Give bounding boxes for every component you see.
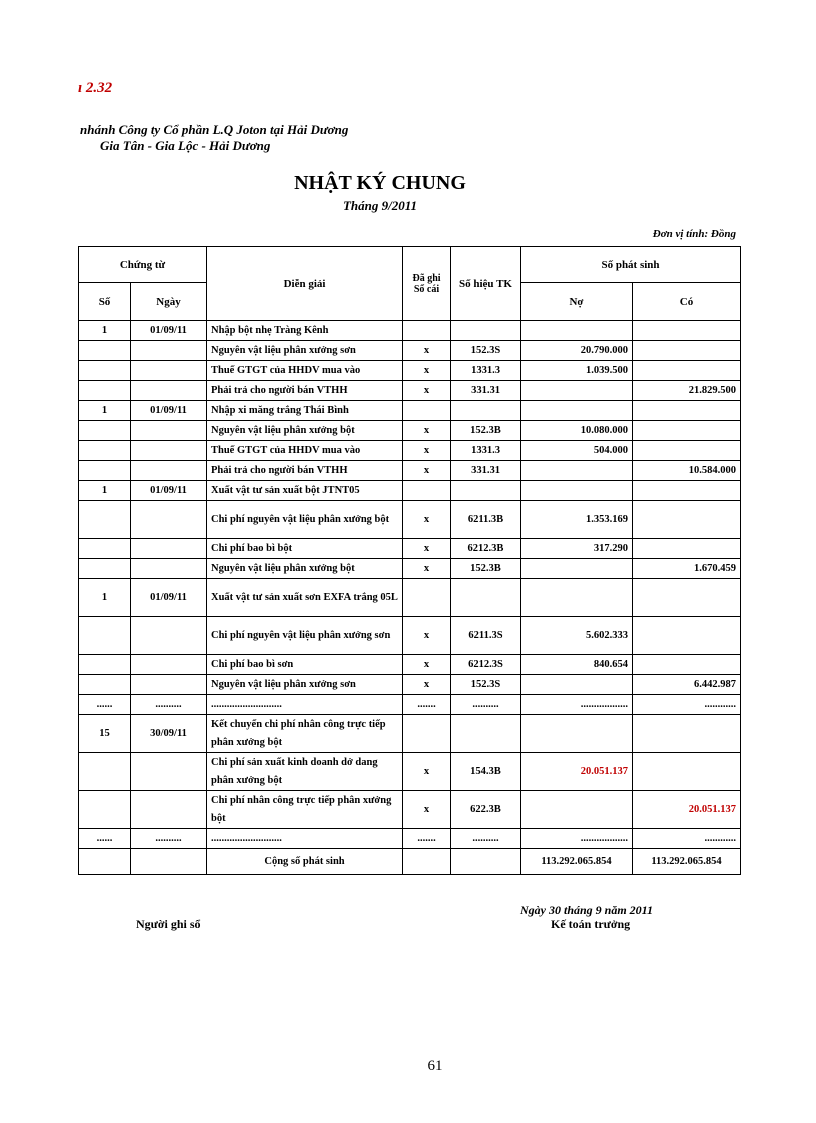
signature-bookkeeper: Người ghi sổ — [136, 917, 201, 931]
posted-mark: ....... — [403, 695, 451, 715]
voucher-date: .......... — [131, 695, 207, 715]
entry-description: Kết chuyển chi phí nhân công trực tiếp phân xưởng bột — [207, 715, 403, 753]
credit-amount — [633, 341, 741, 361]
credit-amount: ............ — [633, 695, 741, 715]
journal-row — [79, 559, 741, 579]
journal-row — [79, 539, 741, 559]
voucher-no: 1 — [79, 401, 131, 421]
entry-description: Chi phí nguyên vật liệu phân xưởng sơn — [207, 617, 403, 655]
voucher-no: 1 — [79, 579, 131, 617]
credit-amount — [633, 579, 741, 617]
figure-label: ı 2.32 — [78, 80, 113, 96]
posted-mark: ....... — [403, 829, 451, 849]
journal-row — [79, 753, 741, 791]
account-code — [451, 579, 521, 617]
debit-amount — [521, 675, 633, 695]
header-date: Ngày — [131, 283, 207, 321]
debit-amount: 1.353.169 — [521, 501, 633, 539]
credit-amount — [633, 617, 741, 655]
entry-description: Nhập xi măng trắng Thái Bình — [207, 401, 403, 421]
total-credit: 113.292.065.854 — [633, 849, 741, 875]
posted-mark: x — [403, 421, 451, 441]
voucher-no — [79, 675, 131, 695]
voucher-date — [131, 539, 207, 559]
credit-amount — [633, 539, 741, 559]
entry-description: Xuất vật tư sản xuất bột JTNT05 — [207, 481, 403, 501]
account-code: 331.31 — [451, 381, 521, 401]
journal-row — [79, 715, 741, 753]
voucher-no — [79, 655, 131, 675]
account-code: 1331.3 — [451, 441, 521, 461]
account-code: 152.3S — [451, 341, 521, 361]
journal-row — [79, 421, 741, 441]
company-address: Gia Tân - Gia Lộc - Hải Dương — [100, 138, 271, 153]
credit-amount — [633, 441, 741, 461]
entry-description: Nguyên vật liệu phân xưởng bột — [207, 559, 403, 579]
header-voucher: Chứng từ — [79, 247, 207, 283]
posted-mark: x — [403, 753, 451, 791]
posted-mark: x — [403, 791, 451, 829]
page-number: 61 — [427, 1058, 443, 1074]
voucher-no — [79, 559, 131, 579]
posted-mark: x — [403, 361, 451, 381]
account-code — [451, 401, 521, 421]
debit-amount — [521, 579, 633, 617]
posted-mark: x — [403, 617, 451, 655]
debit-amount — [521, 791, 633, 829]
credit-amount — [633, 361, 741, 381]
debit-amount: 840.654 — [521, 655, 633, 675]
debit-amount: 5.602.333 — [521, 617, 633, 655]
entry-description: Thuế GTGT của HHDV mua vào — [207, 361, 403, 381]
voucher-no — [79, 441, 131, 461]
document-period: Tháng 9/2011 — [342, 198, 418, 213]
posted-mark — [403, 401, 451, 421]
credit-amount: 10.584.000 — [633, 461, 741, 481]
voucher-date — [131, 675, 207, 695]
voucher-no: 1 — [79, 321, 131, 341]
voucher-no — [79, 753, 131, 791]
voucher-date — [131, 381, 207, 401]
voucher-no — [79, 617, 131, 655]
credit-amount — [633, 421, 741, 441]
credit-amount — [633, 401, 741, 421]
header-account: Số hiệu TK — [451, 247, 521, 321]
voucher-date — [131, 617, 207, 655]
header-no: Số — [79, 283, 131, 321]
account-code: 6211.3S — [451, 617, 521, 655]
posted-mark: x — [403, 559, 451, 579]
entry-description: Chi phí nhân công trực tiếp phân xưởng bột — [207, 791, 403, 829]
entry-description: Chi phí sản xuất kinh doanh dở dang phân xưởng bột — [207, 753, 403, 791]
posted-mark: x — [403, 675, 451, 695]
credit-amount: 21.829.500 — [633, 381, 741, 401]
voucher-date: 01/09/11 — [131, 579, 207, 617]
posted-mark — [403, 579, 451, 617]
voucher-date — [131, 361, 207, 381]
entry-description: Nguyên vật liệu phân xưởng bột — [207, 421, 403, 441]
entry-description: Thuế GTGT của HHDV mua vào — [207, 441, 403, 461]
account-code: 152.3B — [451, 421, 521, 441]
voucher-no: ...... — [79, 829, 131, 849]
posted-mark: x — [403, 501, 451, 539]
entry-description: Phải trả cho người bán VTHH — [207, 381, 403, 401]
journal-table — [78, 246, 741, 875]
voucher-no — [79, 461, 131, 481]
journal-row — [79, 617, 741, 655]
debit-amount — [521, 481, 633, 501]
header-amounts: Số phát sinh — [521, 247, 741, 283]
voucher-date — [131, 501, 207, 539]
debit-amount — [521, 321, 633, 341]
journal-row — [79, 481, 741, 501]
account-code: 6211.3B — [451, 501, 521, 539]
journal-row — [79, 655, 741, 675]
voucher-no — [79, 341, 131, 361]
voucher-date — [131, 753, 207, 791]
ellipsis-row — [79, 695, 741, 715]
entry-description: ........................... — [207, 829, 403, 849]
voucher-date — [131, 559, 207, 579]
header-posted: Đã ghi Sổ cái — [403, 247, 451, 321]
account-code: .......... — [451, 829, 521, 849]
voucher-no: 15 — [79, 715, 131, 753]
debit-amount: 1.039.500 — [521, 361, 633, 381]
signature-date: Ngày 30 tháng 9 năm 2011 — [520, 903, 654, 917]
entry-description: Phải trả cho người bán VTHH — [207, 461, 403, 481]
voucher-date: 01/09/11 — [131, 321, 207, 341]
journal-row — [79, 321, 741, 341]
voucher-date — [131, 341, 207, 361]
journal-row — [79, 579, 741, 617]
posted-mark: x — [403, 381, 451, 401]
header-description: Diễn giải — [207, 247, 403, 321]
currency-unit: Đơn vị tính: Đồng — [652, 228, 736, 240]
voucher-no: ...... — [79, 695, 131, 715]
posted-mark — [403, 481, 451, 501]
entry-description: Nguyên vật liệu phân xưởng sơn — [207, 675, 403, 695]
account-code: 331.31 — [451, 461, 521, 481]
debit-amount — [521, 559, 633, 579]
journal-body — [79, 321, 741, 849]
journal-row — [79, 501, 741, 539]
entry-description: ........................... — [207, 695, 403, 715]
voucher-date — [131, 461, 207, 481]
voucher-date — [131, 421, 207, 441]
voucher-date — [131, 791, 207, 829]
journal-row — [79, 675, 741, 695]
journal-row — [79, 381, 741, 401]
credit-amount — [633, 753, 741, 791]
account-code: 6212.3S — [451, 655, 521, 675]
voucher-no — [79, 539, 131, 559]
entry-description: Nhập bột nhẹ Tràng Kênh — [207, 321, 403, 341]
total-debit: 113.292.065.854 — [521, 849, 633, 875]
credit-amount — [633, 501, 741, 539]
voucher-no — [79, 501, 131, 539]
posted-mark — [403, 321, 451, 341]
voucher-date — [131, 655, 207, 675]
credit-amount: 20.051.137 — [633, 791, 741, 829]
account-code — [451, 481, 521, 501]
voucher-no: 1 — [79, 481, 131, 501]
debit-amount — [521, 401, 633, 421]
posted-mark: x — [403, 461, 451, 481]
account-code: 622.3B — [451, 791, 521, 829]
journal-row — [79, 361, 741, 381]
voucher-date: 30/09/11 — [131, 715, 207, 753]
debit-amount — [521, 461, 633, 481]
company-name: nhánh Công ty Cổ phần L.Q Joton tại Hải Dương — [80, 122, 349, 137]
voucher-no — [79, 791, 131, 829]
voucher-date — [131, 441, 207, 461]
voucher-date: .......... — [131, 829, 207, 849]
ellipsis-row — [79, 829, 741, 849]
total-label: Cộng số phát sinh — [207, 849, 403, 875]
credit-amount — [633, 481, 741, 501]
credit-amount — [633, 715, 741, 753]
posted-mark — [403, 715, 451, 753]
credit-amount: 1.670.459 — [633, 559, 741, 579]
account-code: 154.3B — [451, 753, 521, 791]
document-title: NHẬT KÝ CHUNG — [294, 172, 466, 194]
journal-row — [79, 341, 741, 361]
entry-description: Chi phí nguyên vật liệu phân xưởng bột — [207, 501, 403, 539]
account-code: 152.3B — [451, 559, 521, 579]
credit-amount: ............ — [633, 829, 741, 849]
debit-amount — [521, 715, 633, 753]
journal-row — [79, 461, 741, 481]
voucher-no — [79, 421, 131, 441]
account-code — [451, 715, 521, 753]
entry-description: Xuất vật tư sản xuất sơn EXFA trắng 05L — [207, 579, 403, 617]
journal-row — [79, 401, 741, 421]
debit-amount — [521, 381, 633, 401]
entry-description: Chi phí bao bì sơn — [207, 655, 403, 675]
credit-amount: 6.442.987 — [633, 675, 741, 695]
debit-amount: 504.000 — [521, 441, 633, 461]
account-code: 152.3S — [451, 675, 521, 695]
header-credit: Có — [633, 283, 741, 321]
debit-amount: 10.080.000 — [521, 421, 633, 441]
account-code: .......... — [451, 695, 521, 715]
signature-chief-accountant: Kế toán trưởng — [551, 917, 631, 931]
account-code: 1331.3 — [451, 361, 521, 381]
entry-description: Nguyên vật liệu phân xưởng sơn — [207, 341, 403, 361]
posted-mark: x — [403, 539, 451, 559]
voucher-no — [79, 361, 131, 381]
posted-mark: x — [403, 441, 451, 461]
account-code: 6212.3B — [451, 539, 521, 559]
debit-amount: 20.790.000 — [521, 341, 633, 361]
header-debit: Nợ — [521, 283, 633, 321]
credit-amount — [633, 321, 741, 341]
posted-mark: x — [403, 655, 451, 675]
voucher-no — [79, 381, 131, 401]
entry-description: Chi phí bao bì bột — [207, 539, 403, 559]
voucher-date: 01/09/11 — [131, 481, 207, 501]
voucher-date: 01/09/11 — [131, 401, 207, 421]
debit-amount: 317.290 — [521, 539, 633, 559]
credit-amount — [633, 655, 741, 675]
journal-row — [79, 441, 741, 461]
debit-amount: 20.051.137 — [521, 753, 633, 791]
debit-amount: .................. — [521, 829, 633, 849]
account-code — [451, 321, 521, 341]
journal-row — [79, 791, 741, 829]
total-row — [79, 849, 741, 875]
posted-mark: x — [403, 341, 451, 361]
debit-amount: .................. — [521, 695, 633, 715]
